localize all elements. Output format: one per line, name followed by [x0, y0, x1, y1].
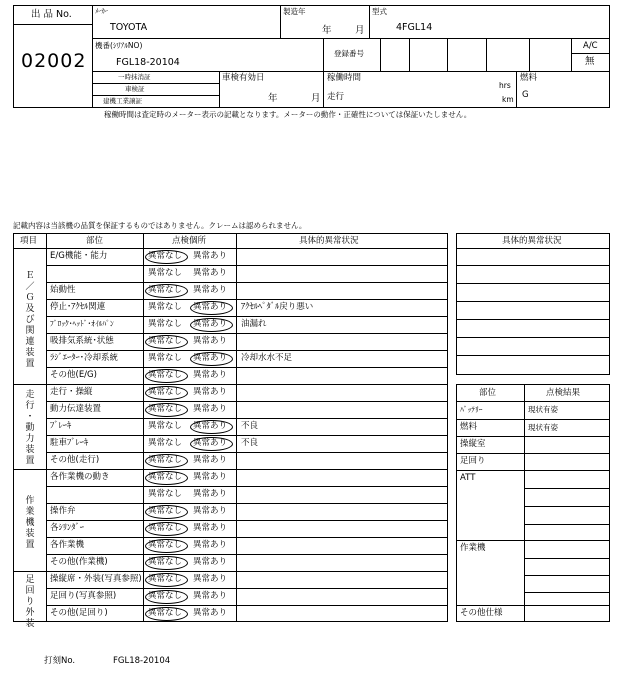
serial-label: 機番(ｼﾘｱﾙNO)	[95, 41, 143, 50]
col-detail: 具体的異常状況	[299, 236, 359, 246]
abnormal-option: 異常あり	[193, 369, 228, 380]
year-label: 製造年	[283, 7, 306, 16]
row-part: 操作弁	[50, 505, 76, 516]
maker-value: TOYOTA	[110, 22, 148, 33]
reg-label: 登録番号	[334, 49, 364, 58]
row-detail: ｱｸｾﾙﾍﾟﾀﾞﾙ戻り悪い	[241, 301, 314, 312]
selection-circle	[145, 607, 188, 621]
group-work: 作 業 機 装 置	[25, 496, 35, 550]
selection-circle	[145, 505, 188, 519]
row-part: その他(作業機)	[50, 556, 108, 567]
abnormal-option: 異常あり	[193, 556, 228, 567]
row-part: E/G機能・能力	[50, 250, 108, 261]
normal-option: 異常なし	[148, 539, 183, 550]
abnormal-option: 異常あり	[193, 301, 228, 312]
col-part: 部位	[86, 236, 104, 246]
row-part: 走行・操縦	[50, 386, 93, 397]
year-unit: 年	[322, 25, 332, 36]
note-disclaimer: 記載内容は当該機の品質を保証するものではありません。クレームは認められません。	[13, 221, 307, 230]
selection-circle	[145, 403, 188, 417]
abnormal-option: 異常あり	[193, 590, 228, 601]
normal-option: 異常なし	[148, 369, 183, 380]
row-part: その他(E/G)	[50, 369, 97, 380]
travel-label: 走行	[327, 92, 345, 102]
side-result-battery: 現状有姿	[528, 405, 558, 414]
stamp-value: FGL18-20104	[113, 656, 171, 666]
row-detail: 冷却水水不足	[241, 352, 293, 363]
serial-value: FGL18-20104	[116, 57, 180, 68]
normal-option: 異常なし	[148, 505, 183, 516]
normal-option: 異常なし	[148, 590, 183, 601]
side-part-att: ATT	[460, 473, 476, 483]
stamp-label: 打刻No.	[44, 656, 76, 666]
abnormal-option: 異常あり	[193, 386, 228, 397]
temp-reg-label: 一時抹消証	[118, 73, 151, 81]
side-detail-frame	[456, 233, 610, 375]
selection-circle	[145, 369, 188, 383]
side-part-undercarriage: 足回り	[460, 456, 486, 466]
normal-option: 異常なし	[148, 352, 183, 363]
hrs-unit: hrs	[499, 81, 511, 90]
abnormal-option: 異常あり	[193, 505, 228, 516]
row-part: その他(走行)	[50, 454, 100, 465]
side-result-fuel: 現状有姿	[528, 423, 558, 432]
selection-circle	[145, 573, 188, 587]
selection-circle	[145, 284, 188, 298]
abnormal-option: 異常あり	[193, 335, 228, 346]
selection-circle	[145, 590, 188, 604]
side-col-result: 点検結果	[546, 388, 581, 398]
expiry-month-unit: 月	[311, 93, 321, 104]
normal-option: 異常なし	[148, 301, 183, 312]
row-part: ﾗｼﾞｴｰﾀｰ･冷却系統	[50, 352, 119, 363]
normal-option: 異常なし	[148, 454, 183, 465]
abnormal-option: 異常あり	[193, 454, 228, 465]
selection-circle	[190, 420, 233, 434]
construction-cert-label: 建機工業譲証	[103, 97, 142, 105]
group-drive: 走 行 ・ 動 力 装 置	[25, 390, 35, 466]
group-undercarriage: 足 回 り 外 装	[25, 575, 35, 629]
side-part-other: その他仕様	[460, 608, 503, 618]
selection-circle	[145, 250, 188, 264]
abnormal-option: 異常あり	[193, 250, 228, 261]
row-detail: 不良	[241, 420, 259, 431]
normal-option: 異常なし	[148, 607, 183, 618]
col-item: 項目	[20, 236, 38, 246]
normal-option: 異常なし	[148, 318, 183, 329]
normal-option: 異常なし	[148, 573, 183, 584]
fuel-label: 燃料	[520, 73, 538, 83]
abnormal-option: 異常あり	[193, 437, 228, 448]
normal-option: 異常なし	[148, 386, 183, 397]
abnormal-option: 異常あり	[193, 267, 228, 278]
abnormal-option: 異常あり	[193, 522, 228, 533]
row-part: ﾌﾞﾛｯｸ･ﾍｯﾄﾞ･ｵｲﾙﾊﾟﾝ	[50, 318, 114, 328]
side-part-fuel: 燃料	[460, 422, 478, 432]
row-part: 足回り(写真参照)	[50, 590, 117, 601]
normal-option: 異常なし	[148, 403, 183, 414]
normal-option: 異常なし	[148, 522, 183, 533]
selection-circle	[190, 301, 233, 315]
abnormal-option: 異常あり	[193, 284, 228, 295]
normal-option: 異常なし	[148, 437, 183, 448]
row-part: 各作業機	[50, 539, 85, 550]
selection-circle	[145, 522, 188, 536]
abnormal-option: 異常あり	[193, 488, 228, 499]
row-detail: 油漏れ	[241, 318, 267, 329]
month-unit: 月	[355, 25, 365, 36]
abnormal-option: 異常あり	[193, 403, 228, 414]
selection-circle	[145, 454, 188, 468]
selection-circle	[190, 437, 233, 451]
normal-option: 異常なし	[148, 471, 183, 482]
lot-number: 02002	[21, 50, 87, 72]
abnormal-option: 異常あり	[193, 420, 228, 431]
abnormal-option: 異常あり	[193, 471, 228, 482]
side-part-cab: 操縦室	[460, 439, 486, 449]
selection-circle	[145, 386, 188, 400]
model-label: 型式	[372, 7, 387, 16]
abnormal-option: 異常あり	[193, 573, 228, 584]
row-part: 駐車ﾌﾞﾚｰｷ	[50, 437, 89, 448]
row-part: 動力伝達装置	[50, 403, 102, 414]
side-part-work: 作業機	[460, 543, 486, 553]
abnormal-option: 異常あり	[193, 318, 228, 329]
inspection-cert-label: 車検証	[125, 85, 145, 93]
normal-option: 異常なし	[148, 556, 183, 567]
fuel-value: G	[522, 90, 529, 100]
ac-label: A/C	[583, 41, 598, 51]
row-part: 各ｼﾘﾝﾀﾞｰ	[50, 522, 85, 533]
row-part: 吸排気系統･状態	[50, 335, 114, 346]
lot-label: 出 品 No.	[31, 9, 72, 20]
row-part: 停止･ｱｸｾﾙ関連	[50, 301, 106, 312]
abnormal-option: 異常あり	[193, 607, 228, 618]
side-part-battery: ﾊﾞｯﾃﾘｰ	[460, 405, 483, 414]
selection-circle	[190, 318, 233, 332]
normal-option: 異常なし	[148, 335, 183, 346]
inspection-expiry-label: 車検有効日	[222, 73, 265, 83]
row-part: その他(足回り)	[50, 607, 108, 618]
abnormal-option: 異常あり	[193, 539, 228, 550]
note-operating-time: 稼働時間は査定時のメーター表示の記載となります。メーターの動作・正確性については保証いたしません。	[104, 110, 472, 119]
row-part: ﾌﾞﾚｰｷ	[50, 420, 72, 431]
maker-label: ﾒｰｶｰ	[95, 7, 108, 15]
model-value: 4FGL14	[396, 22, 433, 33]
expiry-year-unit: 年	[268, 93, 278, 104]
side-detail-header: 具体的異常状況	[502, 236, 562, 246]
selection-circle	[145, 539, 188, 553]
normal-option: 異常なし	[148, 250, 183, 261]
selection-circle	[145, 556, 188, 570]
side-col-part: 部位	[479, 388, 497, 398]
ac-value: 無	[585, 56, 595, 67]
normal-option: 異常なし	[148, 420, 183, 431]
row-part: 始動性	[50, 284, 76, 295]
operating-time-label: 稼働時間	[327, 73, 362, 83]
selection-circle	[190, 352, 233, 366]
km-unit: km	[502, 95, 514, 104]
normal-option: 異常なし	[148, 488, 183, 499]
selection-circle	[145, 471, 188, 485]
normal-option: 異常なし	[148, 267, 183, 278]
row-detail: 不良	[241, 437, 259, 448]
row-part: 操縦席・外装(写真参照)	[50, 573, 142, 584]
col-check: 点検個所	[172, 236, 207, 246]
abnormal-option: 異常あり	[193, 352, 228, 363]
normal-option: 異常なし	[148, 284, 183, 295]
selection-circle	[145, 335, 188, 349]
row-part: 各作業機の動き	[50, 471, 110, 482]
group-eg: Ｅ ／ Ｇ 及 び 関 連 装 置	[25, 271, 35, 369]
